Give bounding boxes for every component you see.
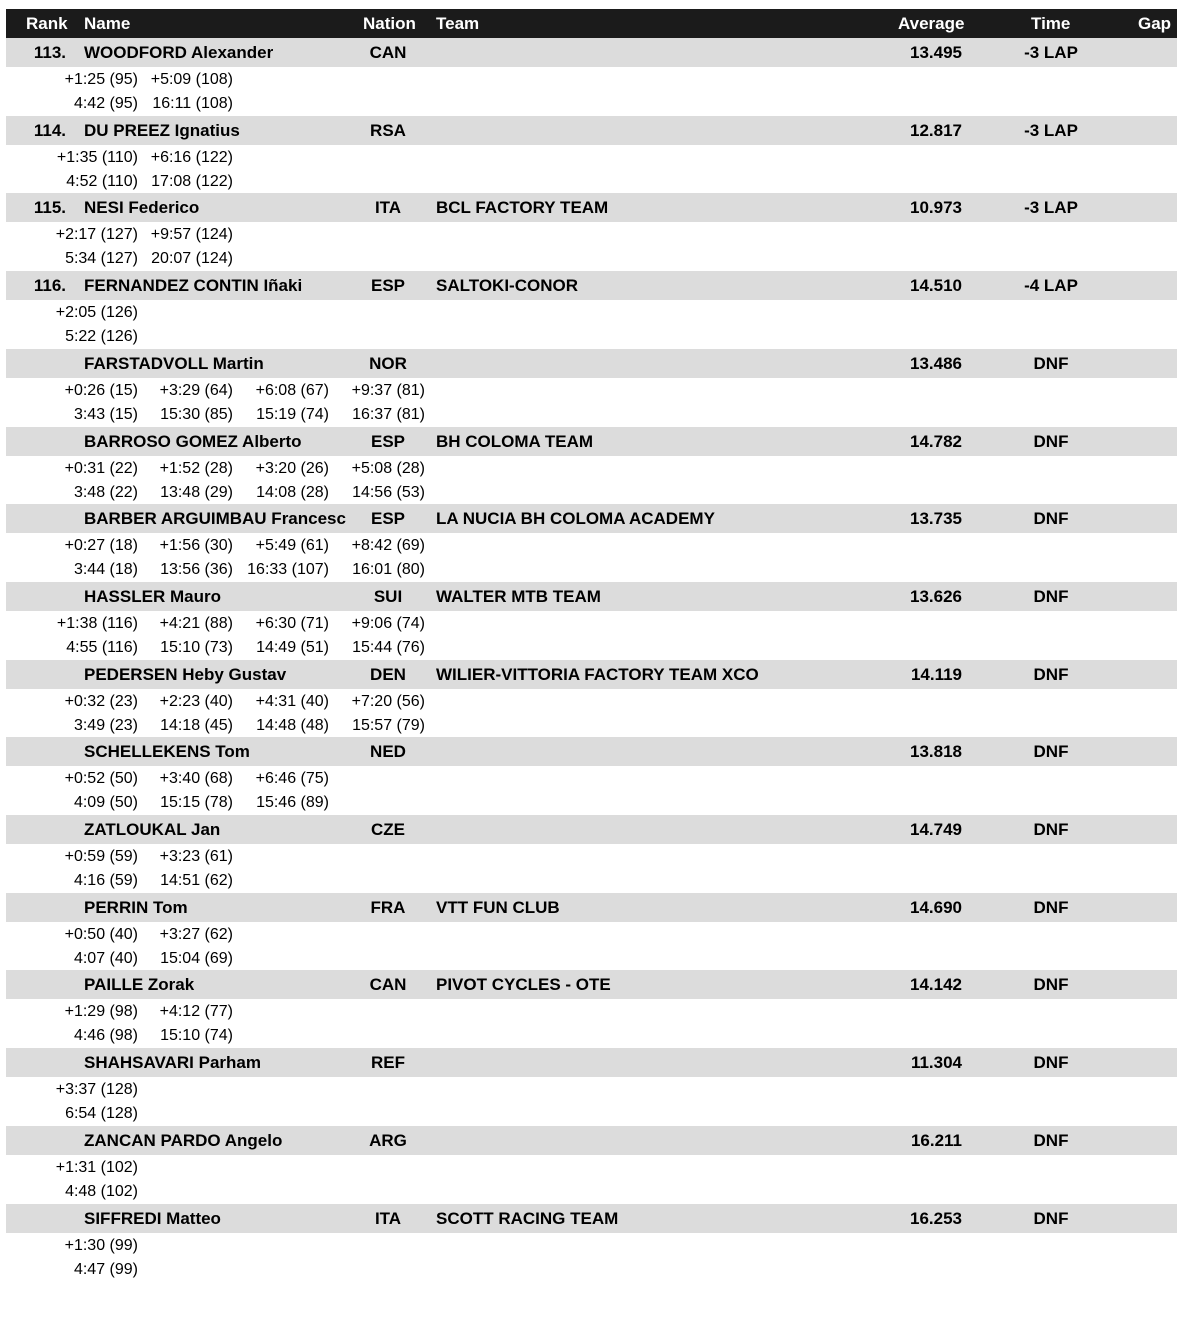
table-row bbox=[0, 1048, 1188, 1126]
rider-name: PEDERSEN Heby Gustav bbox=[84, 664, 287, 684]
lap-time-value: 6:54 (128) bbox=[65, 1105, 138, 1123]
lap-time-value: 14:51 (62) bbox=[160, 872, 233, 889]
rider-team: LA NUCIA BH COLOMA ACADEMY bbox=[436, 509, 715, 529]
table-row bbox=[0, 271, 1188, 349]
table-row bbox=[0, 970, 1188, 1048]
rider-time: DNF bbox=[1033, 664, 1069, 684]
rider-nation: FRA bbox=[370, 897, 406, 917]
rider-time: DNF bbox=[1033, 353, 1069, 373]
lap-time-value: 14:08 (28) bbox=[256, 483, 329, 501]
rider-average-speed: 13.626 bbox=[910, 586, 962, 606]
table-row bbox=[0, 893, 1188, 971]
lap-time-value: 15:19 (74) bbox=[256, 405, 329, 423]
column-header-gap: Gap bbox=[1138, 14, 1172, 33]
lap-gap-value: +8:42 (69) bbox=[351, 537, 425, 555]
lap-gap-value: +5:49 (61) bbox=[255, 537, 329, 555]
rider-nation: CZE bbox=[371, 820, 405, 839]
lap-gap-value: +5:09 (108) bbox=[150, 71, 233, 88]
lap-gap-value: +3:27 (62) bbox=[159, 925, 233, 943]
lap-gap-value: +3:23 (61) bbox=[159, 848, 233, 865]
rider-nation: ITA bbox=[374, 198, 402, 218]
rider-average-speed: 14.142 bbox=[910, 975, 962, 995]
table-row bbox=[0, 427, 1188, 505]
lap-gap-value: +6:16 (122) bbox=[150, 148, 233, 166]
lap-gap-value: +0:27 (18) bbox=[64, 537, 138, 555]
lap-gap-value: +2:23 (40) bbox=[159, 692, 233, 710]
rider-average-speed: 10.973 bbox=[910, 198, 962, 218]
rider-name: SIFFREDI Matteo bbox=[84, 1208, 221, 1228]
rider-time: DNF bbox=[1033, 509, 1069, 529]
rider-nation: SUI bbox=[373, 586, 403, 606]
lap-time-value: 4:07 (40) bbox=[73, 949, 138, 967]
table-row bbox=[0, 737, 1188, 815]
table-row bbox=[0, 1126, 1188, 1204]
lap-gap-value: +3:29 (64) bbox=[159, 381, 233, 399]
rider-nation: ARG bbox=[369, 1130, 407, 1150]
lap-gap-value: +0:52 (50) bbox=[64, 770, 138, 788]
lap-gap-value: +1:31 (102) bbox=[55, 1158, 138, 1176]
lap-time-value: 16:37 (81) bbox=[352, 405, 425, 423]
lap-gap-value: +0:31 (22) bbox=[64, 459, 138, 477]
rider-average-speed: 12.817 bbox=[910, 120, 962, 140]
rider-average-speed: 16.253 bbox=[910, 1208, 962, 1228]
rider-nation: REF bbox=[371, 1053, 405, 1073]
table-row bbox=[0, 38, 1188, 116]
lap-time-value: 16:33 (107) bbox=[247, 561, 329, 579]
lap-gap-value: +9:06 (74) bbox=[351, 614, 425, 632]
rider-rank: 114. bbox=[33, 120, 66, 140]
lap-gap-value: +2:17 (127) bbox=[55, 226, 138, 244]
rider-average-speed: 14.749 bbox=[910, 820, 962, 839]
lap-gap-value: +1:38 (116) bbox=[56, 614, 138, 632]
rider-time: DNF bbox=[1033, 1053, 1069, 1073]
rider-time: -3 LAP bbox=[1024, 43, 1078, 62]
rider-average-speed: 13.735 bbox=[910, 509, 962, 529]
lap-gap-value: +0:26 (15) bbox=[64, 381, 138, 399]
table-row bbox=[0, 1204, 1188, 1282]
lap-time-value: 3:43 (15) bbox=[73, 405, 138, 423]
lap-gap-value: +1:30 (99) bbox=[64, 1236, 138, 1254]
rider-nation: NED bbox=[370, 742, 406, 762]
lap-time-value: 4:52 (110) bbox=[66, 172, 138, 190]
rider-nation: ITA bbox=[374, 1208, 402, 1228]
lap-time-value: 3:44 (18) bbox=[73, 561, 138, 579]
lap-time-value: 14:48 (48) bbox=[256, 716, 329, 734]
column-header-team: Team bbox=[436, 14, 480, 33]
lap-gap-value: +0:32 (23) bbox=[64, 692, 138, 710]
lap-gap-value: +3:37 (128) bbox=[55, 1081, 138, 1099]
lap-time-value: 3:49 (23) bbox=[73, 716, 138, 734]
lap-gap-value: +4:31 (40) bbox=[255, 692, 329, 710]
rider-name: FARSTADVOLL Martin bbox=[84, 353, 264, 373]
lap-time-value: 15:44 (76) bbox=[352, 638, 425, 656]
rider-average-speed: 14.782 bbox=[910, 431, 962, 451]
lap-time-value: 4:55 (116) bbox=[66, 638, 138, 656]
rider-time: DNF bbox=[1033, 431, 1069, 451]
rider-average-speed: 13.495 bbox=[910, 43, 962, 62]
lap-time-value: 4:46 (98) bbox=[73, 1027, 138, 1045]
lap-time-value: 15:57 (79) bbox=[352, 716, 425, 734]
rider-rank: 116. bbox=[33, 276, 66, 296]
rider-name: ZANCAN PARDO Angelo bbox=[84, 1130, 283, 1150]
lap-time-value: 15:10 (73) bbox=[160, 638, 233, 656]
lap-gap-value: +6:30 (71) bbox=[255, 614, 329, 632]
table-row bbox=[0, 504, 1188, 582]
rider-time: -3 LAP bbox=[1024, 120, 1078, 140]
rider-average-speed: 11.304 bbox=[910, 1053, 962, 1073]
rider-average-speed: 13.486 bbox=[910, 353, 962, 373]
rider-name: WOODFORD Alexander bbox=[84, 43, 274, 62]
rider-nation: CAN bbox=[369, 975, 407, 995]
rider-average-speed: 14.119 bbox=[910, 664, 962, 684]
column-header-name: Name bbox=[84, 14, 131, 33]
column-header-nation: Nation bbox=[363, 14, 416, 33]
rider-rank: 113. bbox=[33, 43, 66, 62]
rider-team: BCL FACTORY TEAM bbox=[436, 198, 609, 218]
lap-time-value: 14:56 (53) bbox=[352, 483, 425, 501]
rider-time: DNF bbox=[1033, 586, 1069, 606]
lap-gap-value: +4:12 (77) bbox=[159, 1003, 233, 1021]
rider-team: BH COLOMA TEAM bbox=[436, 431, 594, 451]
rider-nation: ESP bbox=[370, 509, 406, 529]
lap-time-value: 4:16 (59) bbox=[73, 872, 138, 889]
lap-time-value: 5:22 (126) bbox=[65, 328, 138, 346]
lap-gap-value: +1:35 (110) bbox=[56, 148, 138, 166]
rider-nation: CAN bbox=[369, 43, 407, 62]
table-row bbox=[0, 582, 1188, 660]
lap-time-value: 14:49 (51) bbox=[256, 638, 329, 656]
lap-gap-value: +6:08 (67) bbox=[255, 381, 329, 399]
rider-name: FERNANDEZ CONTIN Iñaki bbox=[84, 276, 303, 296]
lap-gap-value: +5:08 (28) bbox=[351, 459, 425, 477]
lap-gap-value: +9:57 (124) bbox=[150, 226, 233, 244]
lap-gap-value: +1:56 (30) bbox=[159, 537, 233, 555]
lap-time-value: 13:56 (36) bbox=[160, 561, 233, 579]
rider-time: -3 LAP bbox=[1024, 198, 1078, 218]
rider-name: DU PREEZ Ignatius bbox=[84, 120, 240, 140]
lap-gap-value: +2:05 (126) bbox=[55, 304, 138, 322]
lap-time-value: 13:48 (29) bbox=[160, 483, 233, 501]
rider-average-speed: 16.211 bbox=[910, 1130, 962, 1150]
rider-time: -4 LAP bbox=[1024, 276, 1078, 296]
rider-name: SHAHSAVARI Parham bbox=[84, 1053, 261, 1073]
lap-gap-value: +7:20 (56) bbox=[351, 692, 425, 710]
rider-team: SALTOKI-CONOR bbox=[436, 276, 578, 296]
table-row bbox=[0, 116, 1188, 194]
lap-gap-value: +6:46 (75) bbox=[255, 770, 329, 788]
rider-average-speed: 14.690 bbox=[910, 897, 962, 917]
lap-time-value: 15:10 (74) bbox=[160, 1027, 233, 1045]
lap-gap-value: +0:59 (59) bbox=[64, 848, 138, 865]
lap-gap-value: +4:21 (88) bbox=[159, 614, 233, 632]
rider-team: WALTER MTB TEAM bbox=[436, 586, 601, 606]
column-header-rank: Rank bbox=[26, 14, 68, 33]
lap-time-value: 20:07 (124) bbox=[151, 250, 233, 268]
lap-time-value: 15:04 (69) bbox=[160, 949, 233, 967]
lap-time-value: 16:11 (108) bbox=[152, 95, 233, 112]
lap-time-value: 4:42 (95) bbox=[73, 95, 138, 112]
rider-name: NESI Federico bbox=[84, 198, 200, 218]
lap-time-value: 3:48 (22) bbox=[73, 483, 138, 501]
column-header-average: Average bbox=[898, 14, 965, 33]
rider-nation: DEN bbox=[370, 664, 406, 684]
rider-team: WILIER-VITTORIA FACTORY TEAM XCO bbox=[436, 664, 759, 684]
rider-name: BARROSO GOMEZ Alberto bbox=[84, 431, 302, 451]
rider-average-speed: 13.818 bbox=[910, 742, 962, 762]
rider-nation: RSA bbox=[370, 120, 406, 140]
lap-gap-value: +1:52 (28) bbox=[159, 459, 233, 477]
rider-nation: ESP bbox=[370, 276, 406, 296]
rider-name: SCHELLEKENS Tom bbox=[84, 742, 250, 762]
lap-gap-value: +3:40 (68) bbox=[159, 770, 233, 788]
rider-time: DNF bbox=[1033, 975, 1069, 995]
rider-team: SCOTT RACING TEAM bbox=[436, 1208, 619, 1228]
table-row bbox=[0, 815, 1188, 893]
rider-name: BARBER ARGUIMBAU Francesc bbox=[84, 509, 346, 529]
lap-time-value: 5:34 (127) bbox=[65, 250, 138, 268]
rider-time: DNF bbox=[1033, 1130, 1069, 1150]
rider-name: HASSLER Mauro bbox=[84, 586, 221, 606]
rider-time: DNF bbox=[1033, 742, 1069, 762]
rider-nation: NOR bbox=[369, 353, 407, 373]
rider-name: ZATLOUKAL Jan bbox=[84, 820, 221, 839]
lap-time-value: 17:08 (122) bbox=[151, 172, 233, 190]
lap-gap-value: +1:25 (95) bbox=[64, 71, 138, 88]
lap-time-value: 15:30 (85) bbox=[160, 405, 233, 423]
rider-nation: ESP bbox=[370, 431, 406, 451]
table-row bbox=[0, 660, 1188, 738]
rider-team: VTT FUN CLUB bbox=[436, 897, 560, 917]
rider-rank: 115. bbox=[33, 198, 66, 218]
rider-time: DNF bbox=[1033, 820, 1069, 839]
lap-time-value: 4:48 (102) bbox=[65, 1182, 138, 1200]
rider-time: DNF bbox=[1033, 897, 1069, 917]
table-row bbox=[0, 349, 1188, 427]
column-header-time: Time bbox=[1031, 14, 1071, 33]
lap-gap-value: +0:50 (40) bbox=[64, 925, 138, 943]
rider-time: DNF bbox=[1033, 1208, 1069, 1228]
lap-time-value: 14:18 (45) bbox=[160, 716, 233, 734]
rider-team: PIVOT CYCLES - OTE bbox=[436, 975, 611, 995]
rider-average-speed: 14.510 bbox=[910, 276, 962, 296]
lap-time-value: 16:01 (80) bbox=[352, 561, 425, 579]
lap-time-value: 15:15 (78) bbox=[160, 794, 233, 812]
rider-name: PAILLE Zorak bbox=[84, 975, 195, 995]
table-row bbox=[0, 193, 1188, 271]
lap-time-value: 4:47 (99) bbox=[73, 1260, 138, 1278]
lap-gap-value: +9:37 (81) bbox=[351, 381, 425, 399]
rider-name: PERRIN Tom bbox=[84, 897, 188, 917]
lap-gap-value: +3:20 (26) bbox=[255, 459, 329, 477]
lap-time-value: 4:09 (50) bbox=[73, 794, 138, 812]
lap-time-value: 15:46 (89) bbox=[256, 794, 329, 812]
lap-gap-value: +1:29 (98) bbox=[64, 1003, 138, 1021]
